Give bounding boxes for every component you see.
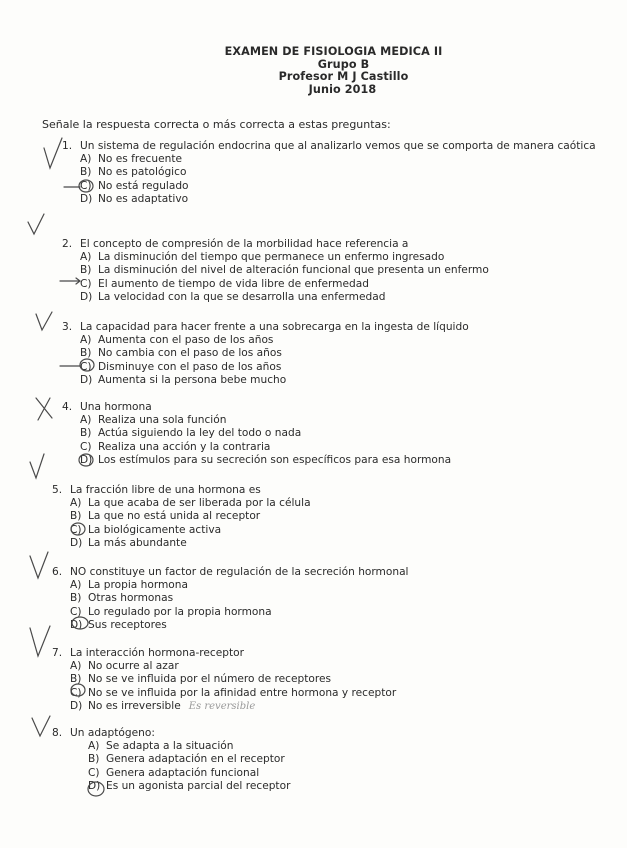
- option-text: Realiza una acción y la contraria: [98, 440, 271, 453]
- option-c[interactable]: [88, 767, 627, 780]
- cross-mark-icon: [36, 398, 52, 420]
- question-number: 3.: [62, 321, 73, 333]
- option-d[interactable]: [70, 537, 627, 550]
- question-7: [52, 647, 627, 713]
- option-b[interactable]: [80, 166, 625, 179]
- option-letter: B): [80, 347, 92, 360]
- question-stem: NO constituye un factor de regulación de la secreción hormonal: [70, 566, 409, 578]
- question-4: [62, 401, 627, 467]
- question-stem: Una hormona: [80, 401, 152, 413]
- option-c[interactable]: [70, 524, 627, 537]
- option-text: Otras hormonas: [88, 592, 174, 605]
- option-letter: D): [80, 373, 93, 386]
- question-number: 7.: [52, 647, 63, 659]
- option-a[interactable]: [80, 251, 627, 264]
- option-a[interactable]: [80, 334, 627, 347]
- option-letter: D): [70, 618, 83, 631]
- option-text: No se ve influida por el número de receptores: [88, 673, 332, 686]
- option-text: No está regulado: [98, 179, 189, 192]
- option-d[interactable]: [80, 193, 625, 206]
- option-letter: B): [80, 427, 92, 440]
- question-number: 1.: [62, 140, 73, 152]
- option-letter: D): [80, 192, 93, 205]
- question-stem: La interacción hormona-receptor: [70, 647, 244, 659]
- option-text: Disminuye con el paso de los años: [98, 360, 282, 373]
- option-a[interactable]: [70, 497, 627, 510]
- question-8: [52, 727, 627, 793]
- question-1: [62, 140, 625, 206]
- exam-group: Grupo B: [317, 57, 370, 71]
- option-b[interactable]: [88, 753, 627, 766]
- question-3: [62, 321, 627, 387]
- option-d[interactable]: [88, 780, 627, 793]
- option-letter: C): [80, 277, 92, 290]
- option-letter: A): [70, 579, 82, 592]
- option-letter: D): [88, 779, 101, 792]
- option-text: Es un agonista parcial del receptor: [106, 779, 291, 792]
- option-letter: A): [80, 414, 92, 427]
- option-text: La biológicamente activa: [88, 523, 222, 536]
- check-mark-icon: [30, 626, 50, 656]
- option-letter: C): [80, 360, 92, 373]
- check-mark-icon: [44, 138, 62, 168]
- option-letter: C): [70, 605, 82, 618]
- option-letter: A): [80, 251, 92, 264]
- option-letter: A): [80, 334, 92, 347]
- option-letter: A): [88, 740, 100, 753]
- option-c[interactable]: [80, 180, 625, 193]
- question-number: 5.: [52, 484, 63, 496]
- option-text: No es patológico: [98, 166, 187, 179]
- exam-date: Junio 2018: [308, 82, 377, 96]
- question-number: 6.: [52, 566, 63, 578]
- option-letter: B): [70, 592, 82, 605]
- option-text: No es adaptativo: [98, 192, 189, 205]
- option-text: Se adapta a la situación: [106, 740, 234, 753]
- question-stem: El concepto de compresión de la morbilidad hace referencia a: [80, 238, 409, 250]
- option-letter: A): [70, 660, 82, 673]
- option-text: La que acaba de ser liberada por la célula: [88, 497, 311, 510]
- option-c[interactable]: [80, 278, 627, 291]
- option-text: Realiza una sola función: [98, 414, 227, 427]
- exam-header: [0, 46, 627, 96]
- option-letter: B): [70, 510, 82, 523]
- question-number: 2.: [62, 238, 73, 250]
- option-text: La velocidad con la que se desarrolla una enfermedad: [98, 290, 386, 303]
- option-letter: D): [80, 290, 93, 303]
- option-a[interactable]: [80, 153, 625, 166]
- option-letter: B): [80, 264, 92, 277]
- option-letter: C): [70, 523, 82, 536]
- option-letter: D): [80, 453, 93, 466]
- option-letter: C): [80, 440, 92, 453]
- option-d[interactable]: [70, 700, 627, 713]
- question-stem: Un sistema de regulación endocrina que al analizarlo vemos que se comporta de manera caótica: [80, 140, 596, 152]
- check-mark-icon: [32, 716, 50, 736]
- question-stem: La capacidad para hacer frente a una sobrecarga en la ingesta de líquido: [80, 321, 469, 333]
- option-text: Sus receptores: [88, 618, 167, 631]
- option-letter: D): [70, 699, 83, 712]
- question-number: 4.: [62, 401, 73, 413]
- instructions: Señale la respuesta correcta o más correcta a estas preguntas:: [42, 118, 391, 131]
- exam-title: EXAMEN DE FISIOLOGIA MEDICA II: [224, 45, 443, 58]
- option-text: Genera adaptación funcional: [106, 766, 260, 779]
- option-b[interactable]: [70, 673, 627, 686]
- option-text: No es frecuente: [98, 153, 182, 166]
- option-text: Aumenta con el paso de los años: [98, 334, 274, 347]
- option-a[interactable]: [88, 740, 627, 753]
- option-letter: B): [80, 166, 92, 179]
- option-a[interactable]: [70, 579, 627, 592]
- option-text: No es irreversible: [88, 699, 181, 712]
- option-b[interactable]: [80, 264, 627, 277]
- option-letter: B): [88, 753, 100, 766]
- option-d[interactable]: [70, 619, 627, 632]
- option-letter: D): [70, 536, 83, 549]
- question-stem: Un adaptógeno:: [70, 727, 155, 739]
- option-c[interactable]: [80, 361, 627, 374]
- option-c[interactable]: [80, 441, 627, 454]
- option-c[interactable]: [70, 687, 627, 700]
- option-letter: C): [70, 686, 82, 699]
- option-b[interactable]: [80, 347, 627, 360]
- option-letter: C): [80, 179, 92, 192]
- question-5: [52, 484, 627, 550]
- option-text: Aumenta si la persona bebe mucho: [98, 373, 287, 386]
- option-d[interactable]: [80, 374, 627, 387]
- option-a[interactable]: [70, 660, 627, 673]
- option-text: La propia hormona: [88, 579, 188, 592]
- question-6: [52, 566, 627, 632]
- option-d[interactable]: [80, 454, 627, 467]
- option-text: La disminución del tiempo que permanece un enfermo ingresado: [98, 251, 445, 264]
- check-mark-icon: [30, 552, 48, 578]
- option-text: Genera adaptación en el receptor: [106, 753, 285, 766]
- option-letter: C): [88, 766, 100, 779]
- option-b[interactable]: [80, 427, 627, 440]
- option-text: Actúa siguiendo la ley del todo o nada: [98, 427, 302, 440]
- option-text: La que no está unida al receptor: [88, 510, 261, 523]
- check-mark-icon: [30, 454, 44, 478]
- option-a[interactable]: [80, 414, 627, 427]
- check-mark-icon: [36, 312, 52, 330]
- option-letter: A): [70, 497, 82, 510]
- option-text: No ocurre al azar: [88, 660, 179, 673]
- option-letter: B): [70, 673, 82, 686]
- option-text: El aumento de tiempo de vida libre de enfermedad: [98, 277, 369, 290]
- option-text: La más abundante: [88, 536, 187, 549]
- option-b[interactable]: [70, 592, 627, 605]
- option-text: La disminución del nivel de alteración funcional que presenta un enfermo: [98, 264, 489, 277]
- question-stem: La fracción libre de una hormona es: [70, 484, 261, 496]
- option-text: No cambia con el paso de los años: [98, 347, 282, 360]
- option-text: Los estímulos para su secreción son específicos para esa hormona: [98, 453, 452, 466]
- option-letter: A): [80, 153, 92, 166]
- option-text: Lo regulado por la propia hormona: [88, 605, 272, 618]
- handwritten-note: Es reversible: [188, 700, 256, 712]
- option-c[interactable]: [70, 606, 627, 619]
- option-text: No se ve influida por la afinidad entre hormona y receptor: [88, 686, 397, 699]
- question-number: 8.: [52, 727, 63, 739]
- exam-professor: Profesor M J Castillo: [278, 70, 409, 84]
- question-2: [62, 238, 627, 304]
- option-d[interactable]: [80, 291, 627, 304]
- option-b[interactable]: [70, 510, 627, 523]
- check-mark-icon: [28, 214, 44, 234]
